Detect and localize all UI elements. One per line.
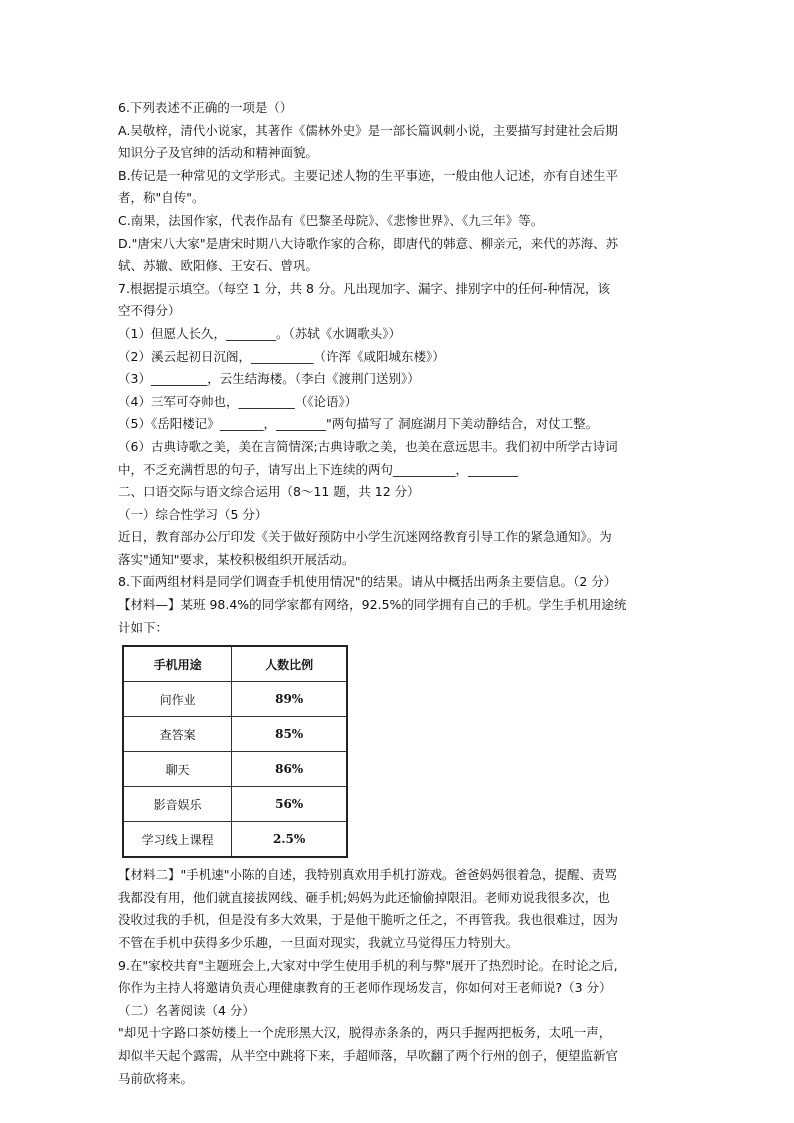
table-cell: 89%	[232, 682, 347, 717]
text-line: 你作为主持人将邀请负责心理健康教育的王老师作现场发言，你如何对王老师说?（3 分）	[118, 980, 612, 996]
text-line: （3）_________，云生结海楼。（李白《渡荆门送别》）	[118, 371, 420, 387]
table-row	[123, 787, 347, 822]
text-line: 轼、苏辙、欧阳修、王安石、曾巩。	[118, 258, 319, 274]
table-row	[123, 717, 347, 752]
text-line: （4）三军可夺帅也，_________（《论语》）	[118, 393, 358, 409]
section-after-table	[118, 864, 688, 1090]
table-row	[123, 682, 347, 717]
text-line: 【材料—】某班 98.4%的同学家都有网络，92.5%的同学拥有自己的手机。学生手机用途统	[118, 597, 627, 613]
table-cell: 85%	[232, 717, 347, 752]
text-line: A.吴敬梓，清代小说家，其著作《儒林外史》是一部长篇讽刺小说，主要描写封建社会后期	[118, 122, 618, 138]
text-line: B.传记是一种常见的文学形式。主要记述人物的生平事迹，一般由他人记述，亦有自述生平	[118, 167, 619, 183]
table-cell: 56%	[232, 787, 347, 822]
table-row	[123, 752, 347, 787]
table-cell: 2.5%	[232, 822, 347, 858]
text-line: （6）古典诗歌之美，美在言简情深;古典诗歌之美，也美在意远思丰。我们初中所学古诗词	[118, 438, 618, 454]
text-line: C.南果，法国作家，代表作品有《巴黎圣母院》、《悲惨世界》、《九三年》等。	[118, 212, 544, 228]
text-line: （一）综合性学习（5 分）	[118, 506, 268, 522]
table-header-cell: 人数比例	[232, 646, 347, 682]
text-line: （2）溪云起初日沉阁，__________（许浑《咸阳城东楼》）	[118, 348, 445, 364]
text-line: 空不得分）	[118, 303, 181, 319]
text-line: 6.下列表述不正确的一项是（）	[118, 100, 293, 115]
text-line: 9.在"家校共育"主题班会上,大家对中学生使用手机的利与弊"展开了热烈时论。在时论之后,	[118, 957, 618, 973]
text-line: （1）但愿人长久，________。（苏轼《水调歌头》）	[118, 325, 401, 341]
text-line: 8.下面两组材料是同学们调查手机使用情况"的结果。请从中概括出两条主要信息。（2 分）	[118, 574, 617, 590]
text-line: 不管在手机中获得多少乐趣，一旦面对现实，我就立马觉得压力特别大。	[118, 935, 519, 951]
text-line: 计如下：	[118, 619, 169, 635]
text-line: 却似半天起个露需，从半空中跳将下来，手超师落，早吹翻了两个行州的创子，便望监新官	[118, 1048, 619, 1063]
text-line: 没收过我的手机，但是没有多大效果，于是他干脆听之任之，不再管我。我也很难过，因为	[118, 912, 619, 928]
table-cell: 影音娱乐	[123, 787, 232, 822]
text-line: 7.根据提示填空。（每空 1 分，共 8 分。凡出现加字、漏字、排别字中的任何-种情况，该	[118, 280, 610, 296]
text-line: 马前砍将来。	[118, 1070, 194, 1086]
text-line: 【材料二】"手机速"小陈的自述，我特别真欢用手机打游戏。爸爸妈妈很着急，提醒、责骂	[118, 867, 618, 883]
table-row	[123, 822, 347, 858]
text-line: "却见十字路口茶妨楼上一个虎形黑大汉，脱得赤条条的，两只手握两把板务，太吼一声，	[118, 1025, 612, 1041]
table-cell: 聊天	[123, 752, 232, 787]
table-cell: 86%	[232, 752, 347, 787]
table-header-cell: 手机用途	[123, 646, 232, 682]
table-header-row	[123, 646, 347, 682]
document-page	[118, 97, 688, 1090]
text-line: （5）《岳阳楼记》_______，________"两句描写了 洞庭湖月下美动静结合，对仗工整。	[118, 416, 599, 432]
text-line: 近日，教育部办公厅印发《关于做好预防中小学生沉迷网络教育引导工作的紧急通知》。为	[118, 529, 612, 545]
text-line: 我都没有用，他们就直接拔网线、砸手机;妈妈为此还愉偷掉限泪。老师劝说我很多次，也	[118, 889, 610, 905]
text-line: D."唐宋八大家"是唐宋时期八大诗歌作家的合称，即唐代的韩意、柳亲元，来代的苏海、苏	[118, 235, 619, 251]
text-line: 中，不乏充满哲思的句子，请写出上下连续的两句__________，________	[118, 461, 519, 477]
table-cell: 查答案	[123, 717, 232, 752]
text-line: （二）名著阅读（4 分）	[118, 1002, 255, 1018]
text-line: 知识分子及官绅的活动和精神面貌。	[118, 145, 319, 161]
text-line: 落实"通知"要求，某校积极组织开展活动。	[118, 551, 355, 567]
table-cell: 问作业	[123, 682, 232, 717]
table-cell: 学习线上课程	[123, 822, 232, 858]
phone-usage-table	[122, 645, 348, 858]
section-before-table	[118, 97, 688, 639]
text-line: 二、口语交际与语文综合运用（8～11 题，共 12 分）	[118, 484, 420, 500]
text-line: 者，称"自传"。	[118, 190, 205, 206]
